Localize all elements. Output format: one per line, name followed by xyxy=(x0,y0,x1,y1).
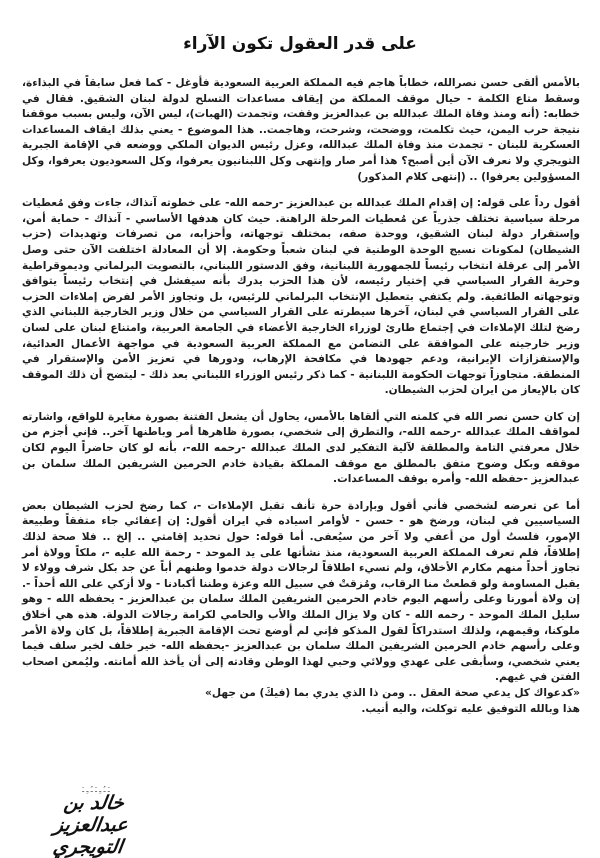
paragraph-4: أما عن تعرضه لشخصي فأني أقول وبإرادة حرة تأنف تقبل الإملاءات -، كما رضخ لحزب الشيطان بعض السياسيين في لبنان، ورضخ هو - حسن - لأوامر اسياده في ايران أقول: إن إعفائي جاء متفقاً وطبيعة الإمور، فلستُ أول من أعفي ولا آخر من سيُعفى. أما قوله: حول تحديد إقامتي .. إلخ .. فلا صحة لذلك إطلاقاً، فلم تعرف المملكة العربية السعودية، منذ نشأتها على يد الموحد - رحمة الله عليه -، ملكاً وولاة أمر تجاوز أحداً منهم مكارم الأخلاق، ولم تسيء اطلاقاً لرجالات دولة خدموا وطنهم أباً عن جد بكل شرف وولاء لا يقبل المساومة ولو قطعتْ منا الرقاب، ومُزقتْ في سبيل الله وعزة وطننا أكبادنا - ولا أزكي على الله أحداً -. إن ولاة أمورنا وعلى رأسهم اليوم خادم الحرمين الشريفين الملك سلمان بن عبدالعزيز - يحفظه الله - وهو سليل الملك الموحد - رحمه الله - كان ولا يزال الملك والأب والحامي لكرامة رجالات الدولة. هذه هي أخلاق ملوكنا، وقيمهم، ولذلك استدراكاً لقول المذكو فإني لم أوضع تحت الإقامة الجبرية إطلاقاً، بل كان ولاة الأمر وعلى رأسهم خادم الحرمين الشريفين الملك سلمان بن عبدالعزيز -يحفظه الله- خير خلف لخير سلف فيما يعني شخصي، وسأبقى على عهدي وولائي وحبي لهذا الوطن وقادته إلى أن يأخذ الله أمانته. وليُمعن اصحاب الفتن في غيهم. xyxy=(22,499,580,684)
poem-quote: «كدعواك كل يدعي صحة العقل .. ومن ذا الذي يدري بما (فيكَ) من جهل» xyxy=(205,686,580,699)
article-title: على قدر العقول تكون الآراء xyxy=(183,34,417,54)
paragraph-2: أقول رداً على قوله: إن إقدام الملك عبدالله بن عبدالعزيز -رحمه الله- على خطوته آنذاك، جاءت وفق مُعطيات مرحلة سياسية تختلف جذرياً عن مُعطيات المرحلة الراهنة. حيث كان هدفها الأساسي - آنذاك - حماية أمن، وإستقرار دولة لبنان الشقيق، ووحدة صفه، بمختلف توجهاته، وأحزابه، من تصرفات وتهديدات (حزب الشيطان) لمكونات نسيج الوحدة الوطنية في لبنان شعباً وحكومة. إلا أن المعادلة اختلفت الآن حتى وصل الأمر إلى عرقلة انتخاب رئيساً للجمهورية اللبنانية، وفق الدستور اللبناني، بالتصويت البرلماني وديموقراطية وحرية القرار السياسي في إختيار رئيسه، لأن هذا الحزب يدرك بأنه سيفشل في إنتخاب رئيساً يتوافق وتوجهاته الطائفية. ولم يكتفي بتعطيل الإنتخاب البرلماني للرئيس، بل وتجاوز الأمر لفرض إملاءات الحزب على القرار السياسي في لبنان، آخرها سيطرته على القرار السياسي من خلال وزير الخارجية اللبناني الذي رضخ لتلك الإملاءات في إجتماع طارئ لوزراء الخارجية الأعضاء في الجامعة العربية، وامتناع لبنان على لسان وزير خارجيته على الموافقة على التضامن مع المملكة العربية السعودية في مواجهة الأعمال العدائية، والإستفزازات الإيرانية، ودعم جهودها في مكافحة الإرهاب، ودورها في تعزيز الأمن والإستقرار في المنطقة. متجاوزاً توجهات الحكومة اللبنانية - كما ذكر رئيس الوزراء اللبناني بعد ذلك - ليتضح أن ذلك الموقف كان بالإيعاز من ايران لحزب الشيطان. xyxy=(22,197,580,397)
calligraphy-signature: خالد بن عبدالعزيز التويجري xyxy=(51,792,130,858)
paragraph-3: إن كان حسن نصر الله في كلمته التي ألقاها بالأمس، يحاول أن يشعل الفتنة بصورة مغايرة للواقع، واشارته لمواقف الملك عبدالله -رحمه الله-، والتطرق إلى شخصي، بصورة ظاهرها أمر وباطنها آخر.. فإني أجزم من خلال معرفتي التامة والمطلقة لآلية التفكير لدى الملك عبدالله -رحمه الله-، بأنه لو كان حاضراً اليوم لكان موقفه وبكل وضوح متفق بالمطلق مع موقف المملكة بقيادة خادم الحرمين الشريفين الملك سلمان بن عبدالعزيز -حفظه الله- وأمره بوقف المساعدات. xyxy=(22,410,580,486)
closing-line: هذا وبالله التوفيق عليه توكلت، واليه أنيب. xyxy=(361,702,580,715)
signature-diacritics: ـَ ـُ ـِ ـَ ـُ ـِ ـَ xyxy=(82,786,110,794)
article-body xyxy=(22,76,580,717)
paragraph-1: بالأمس ألقى حسن نصرالله، خطاباً هاجم فيه المملكة العربية السعودية فأوغل - كما فعل سابقاً في البذاءة، وسقط متاع الكلمة - حيال موقف المملكة من إيقاف مساعدات التسلح لدولة لبنان الشقيق. فقال في خطابه: (أنه ومنذ وفاة الملك عبدالله بن عبدالعزيز وقفت، وتجمدت (الهبات)، ليس الآن، وليس بسبب موقفنا نتيجة حرب اليمن، حيث تكلمت، ووضحت، وشرحت، وهاجمت.. هذا الموضوع - يعني بذلك ايقاف المساعدات العسكرية للبنان - تجمدت منذ وفاة الملك عبدالله، وعزل رئيس الديوان الملكي ووضعه في الإقامة الجبرية التويجري ولا نعرف الآن أين أصبح؟ هذا أمر صار وإنتهى وكل اللبنانيون يعرفوا، وكل السعوديون يعرفوا، وكل المسؤولين يعرفوا) .. (إنتهى كلام المذكور) xyxy=(22,77,580,183)
